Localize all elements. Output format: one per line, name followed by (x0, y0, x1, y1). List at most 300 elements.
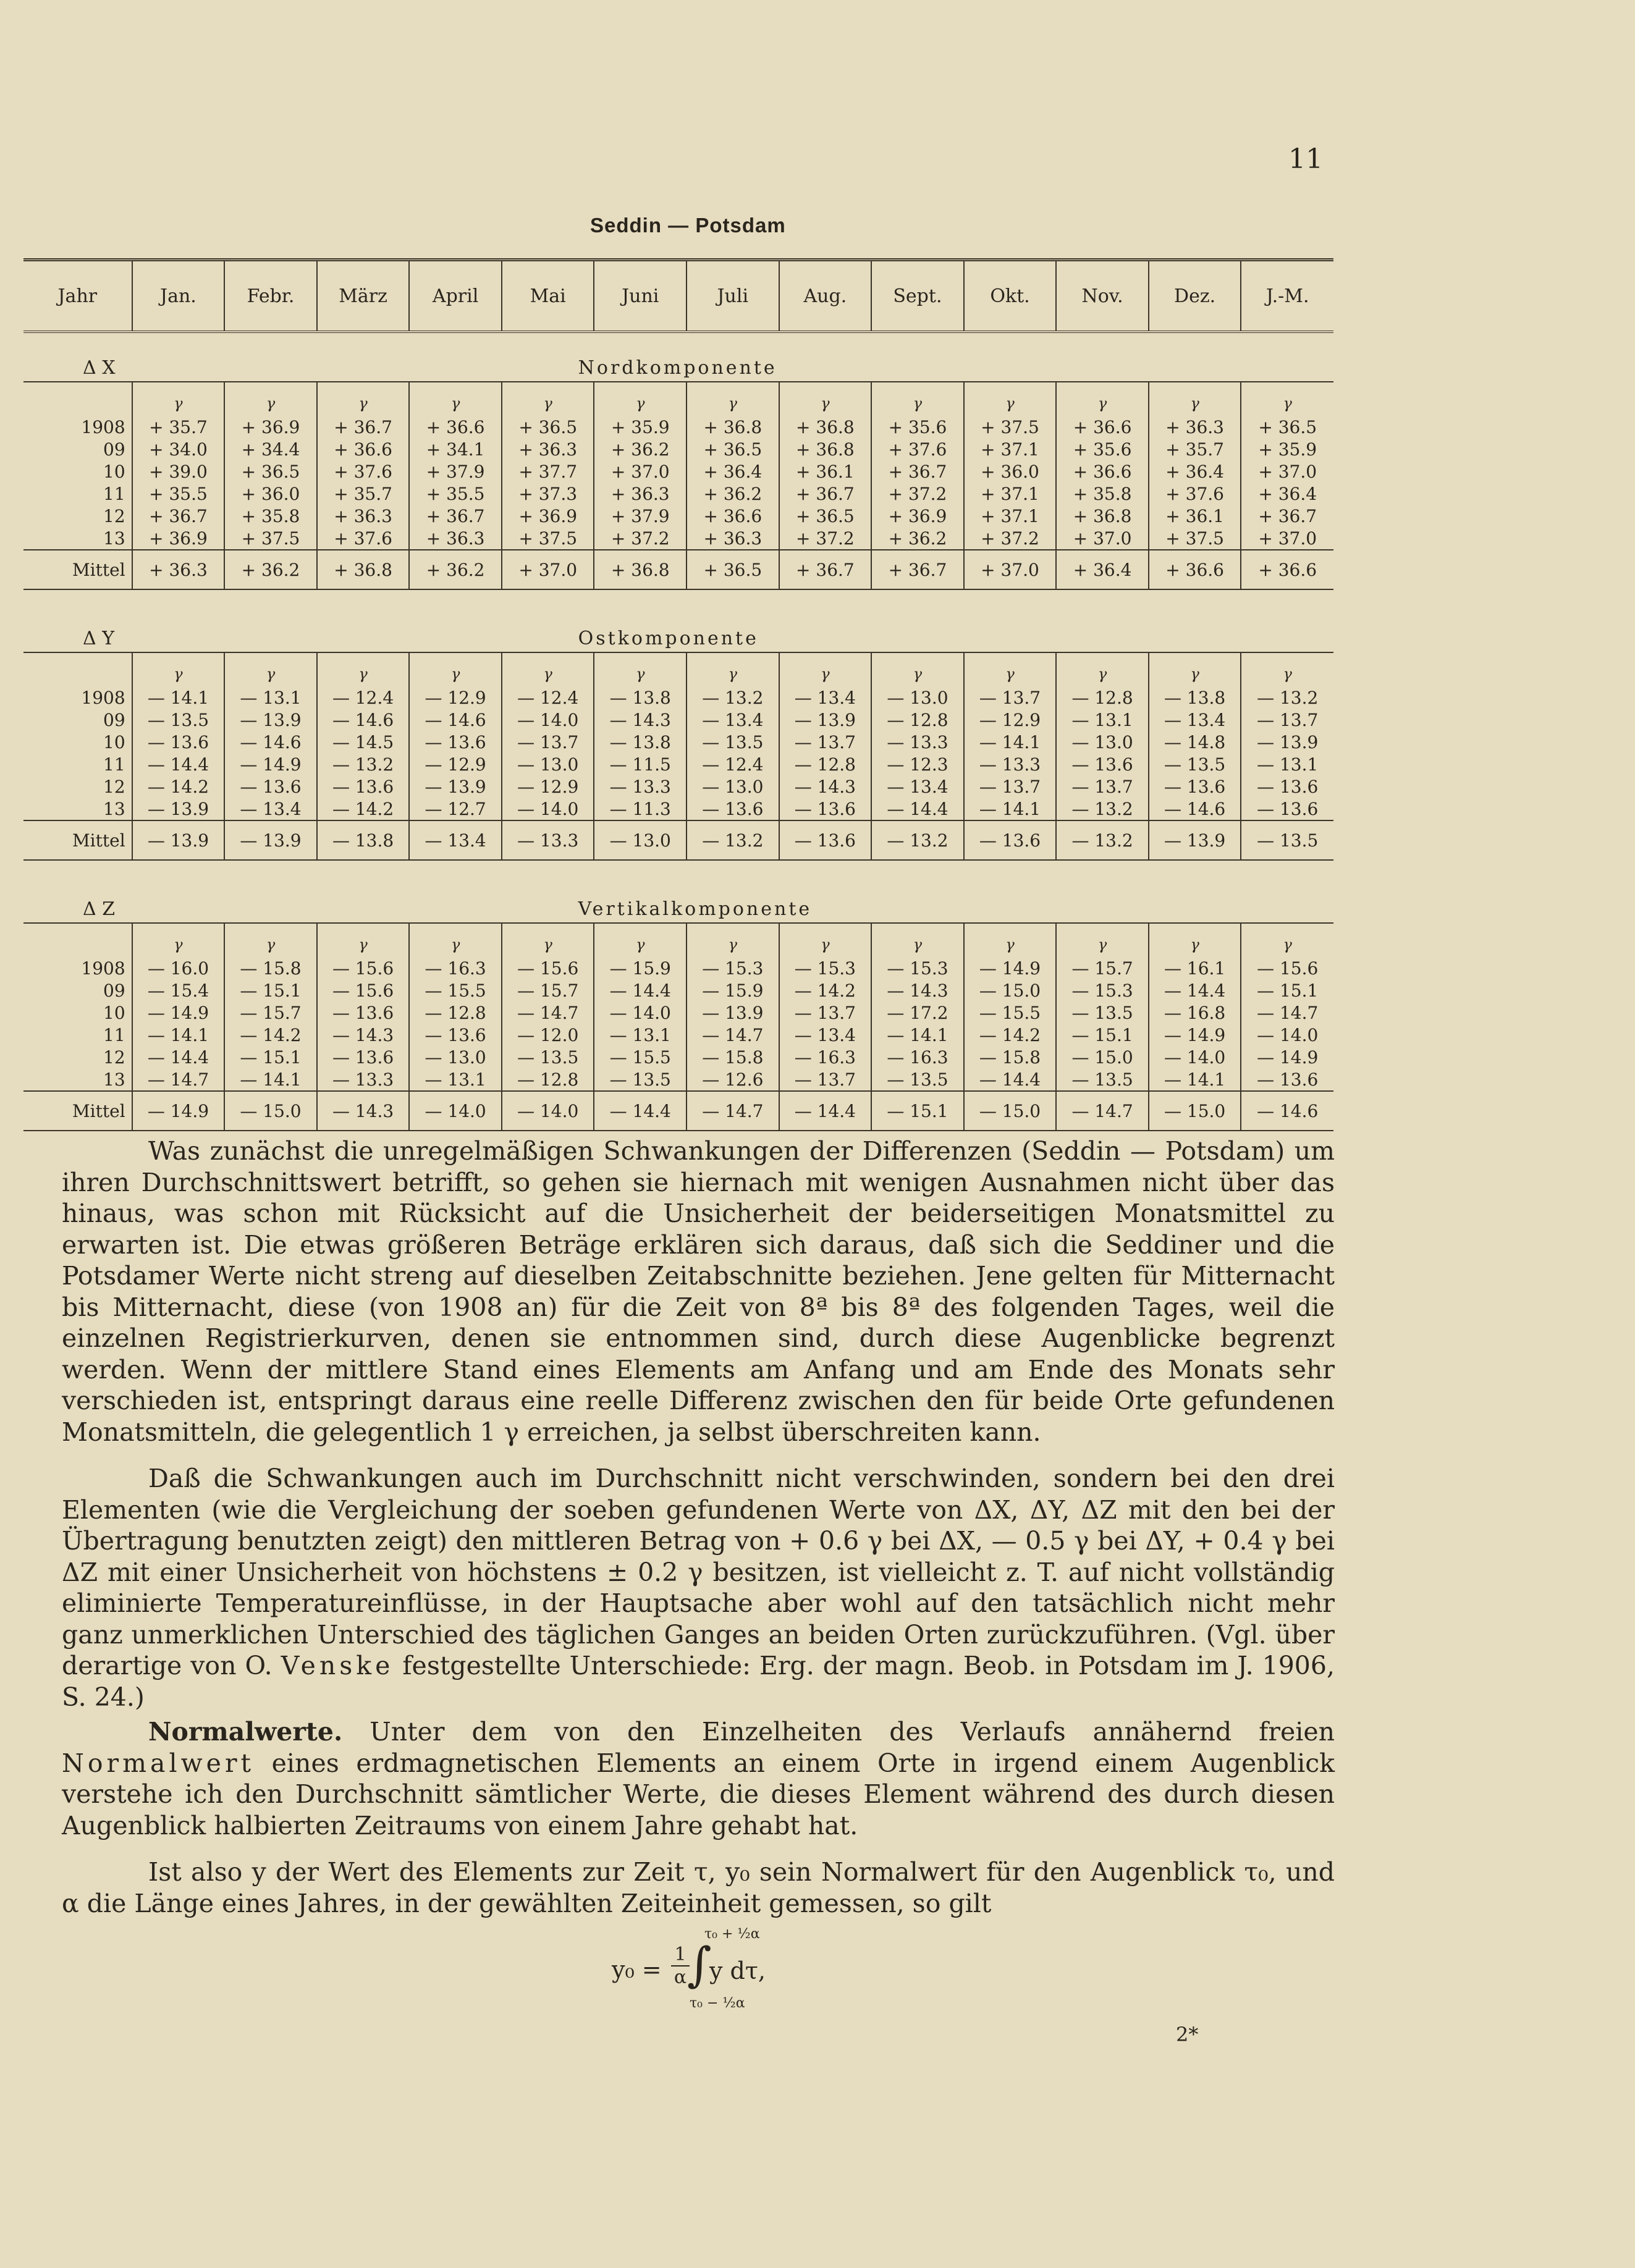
value-cell: — 13.8 (594, 686, 687, 709)
paragraph-text: Unter dem von den Einzelheiten des Verlaufs annähernd freien (342, 1717, 1335, 1747)
mittel-value: — 13.9 (132, 820, 225, 860)
value-cell: — 13.2 (1241, 686, 1333, 709)
value-cell: + 36.8 (779, 416, 872, 438)
mittel-value: — 13.4 (409, 820, 502, 860)
value-cell: + 37.1 (964, 505, 1057, 527)
value-cell: — 15.1 (1241, 979, 1333, 1001)
mittel-value: + 36.4 (1056, 550, 1149, 589)
value-cell: — 13.3 (594, 775, 687, 798)
value-cell: — 14.2 (224, 1024, 317, 1046)
component-header-row (23, 874, 1333, 923)
table-title: Seddin — Potsdam (590, 214, 786, 237)
value-cell: — 15.5 (594, 1046, 687, 1068)
value-cell: + 36.2 (871, 527, 964, 550)
value-cell: — 14.3 (594, 709, 687, 731)
value-cell: + 37.5 (964, 416, 1057, 438)
value-cell: — 14.1 (132, 686, 225, 709)
value-cell: — 13.6 (224, 775, 317, 798)
unit-cell: γ (409, 382, 502, 416)
section-heading: Normalwerte. (148, 1717, 343, 1747)
value-cell: + 34.0 (132, 438, 225, 460)
mittel-value: + 36.5 (687, 550, 779, 589)
value-cell: — 13.6 (687, 798, 779, 820)
table-row (23, 686, 1333, 709)
unit-cell: γ (964, 652, 1057, 686)
value-cell: — 13.8 (594, 731, 687, 753)
value-cell: + 36.5 (502, 416, 594, 438)
mittel-value: — 13.9 (1149, 820, 1241, 860)
value-cell: — 14.0 (502, 709, 594, 731)
value-cell: + 36.9 (871, 505, 964, 527)
value-cell: — 15.0 (1056, 1046, 1149, 1068)
value-cell: + 36.6 (409, 416, 502, 438)
value-cell: + 37.1 (964, 483, 1057, 505)
mittel-value: + 36.2 (409, 550, 502, 589)
value-cell: + 36.5 (224, 460, 317, 483)
value-cell: + 37.6 (871, 438, 964, 460)
year-cell: 10 (103, 461, 125, 482)
value-cell: — 14.1 (1149, 1068, 1241, 1091)
mittel-value: — 15.0 (964, 1091, 1057, 1131)
mittel-value: — 14.9 (132, 1091, 225, 1131)
mittel-value: + 36.3 (132, 550, 225, 589)
value-cell: — 12.9 (964, 709, 1057, 731)
value-cell: — 14.4 (132, 753, 225, 775)
value-cell: + 35.8 (224, 505, 317, 527)
value-cell: + 36.7 (1241, 505, 1333, 527)
col-header: Jan. (132, 260, 225, 332)
mittel-value: + 37.0 (502, 550, 594, 589)
unit-cell: γ (132, 382, 225, 416)
value-cell: + 37.5 (502, 527, 594, 550)
col-header: Juli (687, 260, 779, 332)
value-cell: — 15.6 (502, 957, 594, 979)
integrand: y dτ, (709, 1957, 766, 1984)
unit-cell: γ (1056, 923, 1149, 957)
value-cell: — 15.8 (224, 957, 317, 979)
paragraph-text: Ist also y der Wert des Elements zur Zeit τ, y₀ sein Normalwert für den Augenblick τ₀, und α die Länge eines Jahres, in der gewählten Zeiteinheit gemessen, so gilt (62, 1857, 1335, 1918)
value-cell: — 13.1 (409, 1068, 502, 1091)
value-cell: — 13.4 (779, 686, 872, 709)
year-cell: 1908 (81, 416, 125, 437)
value-cell: — 14.7 (1241, 1001, 1333, 1024)
unit-cell (23, 923, 132, 957)
page-number: 11 (1288, 143, 1323, 175)
value-cell: — 13.7 (1056, 775, 1149, 798)
signature-mark: 2* (1176, 2023, 1199, 2046)
unit-cell: γ (779, 382, 872, 416)
unit-cell (23, 652, 132, 686)
value-cell: — 13.7 (964, 686, 1057, 709)
value-cell: — 13.6 (1241, 1068, 1333, 1091)
mittel-value: — 13.8 (317, 820, 410, 860)
mittel-value: + 36.7 (871, 550, 964, 589)
value-cell: + 37.3 (502, 483, 594, 505)
value-cell: + 36.3 (1149, 416, 1241, 438)
value-cell: + 37.2 (964, 527, 1057, 550)
table-row (23, 1024, 1333, 1046)
year-cell: 13 (103, 798, 125, 819)
component-title: Vertikalkomponente (578, 898, 813, 920)
value-cell: + 36.6 (317, 438, 410, 460)
value-cell: — 13.5 (1056, 1001, 1149, 1024)
value-cell: — 14.9 (1241, 1046, 1333, 1068)
unit-cell: γ (132, 652, 225, 686)
paragraph-1 (62, 1136, 1335, 1448)
value-cell: — 13.2 (317, 753, 410, 775)
col-header: März (317, 260, 410, 332)
paragraph-text: festgestellte Unterschiede: Erg. der magn. Beob. in Potsdam im J. 1906, S. 24.) (62, 1651, 1335, 1712)
value-cell: — 14.4 (1149, 979, 1241, 1001)
value-cell: — 13.6 (317, 1001, 410, 1024)
unit-row (23, 923, 1333, 957)
author-name: Venske (281, 1651, 394, 1680)
mittel-value: — 13.6 (779, 820, 872, 860)
col-header: Mai (502, 260, 594, 332)
mittel-value: — 13.2 (871, 820, 964, 860)
value-cell: + 37.6 (317, 460, 410, 483)
table-row (23, 731, 1333, 753)
value-cell: — 12.8 (1056, 686, 1149, 709)
value-cell: + 36.8 (1056, 505, 1149, 527)
value-cell: — 15.1 (224, 1046, 317, 1068)
value-cell: — 12.6 (687, 1068, 779, 1091)
spacer-row (23, 860, 1333, 874)
mittel-label: Mittel (23, 1091, 132, 1131)
integral-formula (612, 1926, 797, 2013)
mittel-value: — 15.1 (871, 1091, 964, 1131)
mittel-row (23, 1091, 1333, 1131)
value-cell: — 14.4 (964, 1068, 1057, 1091)
value-cell: — 12.8 (779, 753, 872, 775)
year-cell: 11 (103, 483, 125, 504)
value-cell: + 37.0 (594, 460, 687, 483)
component-label: Δ Z (83, 898, 116, 920)
unit-cell: γ (1149, 652, 1241, 686)
value-cell: — 13.3 (871, 731, 964, 753)
value-cell: — 14.1 (871, 1024, 964, 1046)
value-cell: — 14.6 (1149, 798, 1241, 820)
value-cell: + 35.8 (1056, 483, 1149, 505)
value-cell: + 35.9 (594, 416, 687, 438)
value-cell: — 16.3 (779, 1046, 872, 1068)
value-cell: + 36.0 (224, 483, 317, 505)
year-cell: 13 (103, 1069, 125, 1090)
value-cell: + 36.5 (687, 438, 779, 460)
mittel-value: — 14.4 (594, 1091, 687, 1131)
component-header-row (23, 332, 1333, 382)
year-cell: 1908 (81, 687, 125, 708)
value-cell: — 13.4 (224, 798, 317, 820)
unit-cell: γ (594, 923, 687, 957)
mittel-value: — 13.6 (964, 820, 1057, 860)
term-normalwert: Normalwert (62, 1748, 255, 1778)
value-cell: — 13.5 (502, 1046, 594, 1068)
value-cell: — 12.4 (687, 753, 779, 775)
value-cell: — 13.1 (594, 1024, 687, 1046)
table-row (23, 709, 1333, 731)
table-row (23, 460, 1333, 483)
paragraph-4 (62, 1857, 1335, 1919)
value-cell: — 15.6 (317, 957, 410, 979)
value-cell: — 13.6 (317, 775, 410, 798)
mittel-row (23, 820, 1333, 860)
value-cell: — 13.0 (687, 775, 779, 798)
component-title: Ostkomponente (578, 628, 759, 649)
mittel-value: + 36.2 (224, 550, 317, 589)
paragraph-3 (62, 1716, 1335, 1841)
value-cell: — 17.2 (871, 1001, 964, 1024)
value-cell: — 13.5 (132, 709, 225, 731)
mittel-value: — 14.3 (317, 1091, 410, 1131)
col-header: Jahr (57, 285, 98, 307)
value-cell: — 14.6 (224, 731, 317, 753)
value-cell: — 11.5 (594, 753, 687, 775)
value-cell: — 14.7 (687, 1024, 779, 1046)
value-cell: + 36.6 (687, 505, 779, 527)
value-cell: — 14.4 (132, 1046, 225, 1068)
unit-cell: γ (502, 652, 594, 686)
value-cell: — 15.6 (317, 979, 410, 1001)
value-cell: — 13.6 (409, 731, 502, 753)
value-cell: — 13.6 (1056, 753, 1149, 775)
col-header: Juni (594, 260, 687, 332)
table-row (23, 1046, 1333, 1068)
unit-cell: γ (1241, 382, 1333, 416)
value-cell: + 37.5 (1149, 527, 1241, 550)
value-cell: + 39.0 (132, 460, 225, 483)
value-cell: — 14.3 (871, 979, 964, 1001)
table-row (23, 527, 1333, 550)
value-cell: — 15.0 (964, 979, 1057, 1001)
value-cell: + 37.0 (1241, 527, 1333, 550)
value-cell: + 36.3 (687, 527, 779, 550)
value-cell: + 36.1 (779, 460, 872, 483)
value-cell: — 14.6 (317, 709, 410, 731)
value-cell: — 12.0 (502, 1024, 594, 1046)
col-header: Sept. (871, 260, 964, 332)
value-cell: — 13.4 (687, 709, 779, 731)
value-cell: — 13.6 (1149, 775, 1241, 798)
mittel-value: — 13.5 (1241, 820, 1333, 860)
value-cell: + 36.1 (1149, 505, 1241, 527)
value-cell: + 36.9 (224, 416, 317, 438)
value-cell: — 15.7 (224, 1001, 317, 1024)
value-cell: — 13.7 (964, 775, 1057, 798)
col-header: Febr. (224, 260, 317, 332)
value-cell: — 13.0 (409, 1046, 502, 1068)
value-cell: — 13.6 (409, 1024, 502, 1046)
value-cell: — 13.6 (132, 731, 225, 753)
value-cell: — 14.1 (964, 798, 1057, 820)
table-row (23, 775, 1333, 798)
value-cell: — 14.6 (409, 709, 502, 731)
unit-row (23, 382, 1333, 416)
unit-cell: γ (409, 652, 502, 686)
value-cell: — 12.8 (871, 709, 964, 731)
unit-cell: γ (779, 652, 872, 686)
paragraph-text: eines erdmagnetischen Elements an einem Orte in irgend einem Augenblick verstehe ich den Durchschnitt sämtlicher Werte, die dieses Element während des durch diesen Augenblick halbierten Zeitraums von einem Jahre gehabt hat. (62, 1748, 1335, 1840)
value-cell: — 15.3 (779, 957, 872, 979)
value-cell: — 15.1 (224, 979, 317, 1001)
mittel-row (23, 550, 1333, 589)
unit-cell: γ (779, 923, 872, 957)
value-cell: — 14.2 (132, 775, 225, 798)
value-cell: — 12.9 (409, 686, 502, 709)
value-cell: — 12.4 (317, 686, 410, 709)
value-cell: + 35.6 (1056, 438, 1149, 460)
data-table (23, 258, 1333, 1131)
unit-cell: γ (871, 652, 964, 686)
value-cell: — 15.3 (687, 957, 779, 979)
table-row (23, 1001, 1333, 1024)
value-cell: + 37.6 (317, 527, 410, 550)
unit-cell: γ (224, 382, 317, 416)
year-cell: 12 (103, 1047, 125, 1068)
value-cell: — 14.9 (224, 753, 317, 775)
value-cell: + 36.4 (1241, 483, 1333, 505)
value-cell: + 35.7 (132, 416, 225, 438)
unit-cell: γ (964, 382, 1057, 416)
value-cell: — 13.7 (1241, 709, 1333, 731)
year-cell: 09 (103, 709, 125, 730)
fraction-numerator: 1 (671, 1944, 690, 1967)
mittel-value: — 13.0 (594, 820, 687, 860)
value-cell: — 13.7 (779, 1068, 872, 1091)
unit-cell: γ (1149, 923, 1241, 957)
value-cell: — 13.0 (502, 753, 594, 775)
table-row (23, 483, 1333, 505)
value-cell: — 13.5 (1149, 753, 1241, 775)
value-cell: — 16.3 (871, 1046, 964, 1068)
value-cell: — 14.4 (594, 979, 687, 1001)
value-cell: + 37.0 (1241, 460, 1333, 483)
value-cell: — 12.7 (409, 798, 502, 820)
unit-cell: γ (317, 652, 410, 686)
value-cell: + 37.7 (502, 460, 594, 483)
value-cell: + 36.7 (779, 483, 872, 505)
spacer-cell (23, 860, 1333, 874)
value-cell: + 35.7 (317, 483, 410, 505)
value-cell: + 37.9 (594, 505, 687, 527)
unit-cell: γ (871, 382, 964, 416)
unit-cell: γ (1056, 382, 1149, 416)
value-cell: — 13.3 (317, 1068, 410, 1091)
value-cell: + 35.6 (871, 416, 964, 438)
value-cell: — 14.2 (317, 798, 410, 820)
value-cell: — 11.3 (594, 798, 687, 820)
year-cell: 10 (103, 731, 125, 752)
table-row (23, 979, 1333, 1001)
integral-upper-limit: τ₀ + ½α (704, 1926, 760, 1942)
value-cell: — 14.1 (964, 731, 1057, 753)
year-cell: 1908 (81, 958, 125, 979)
value-cell: — 13.1 (1056, 709, 1149, 731)
mittel-value: + 36.7 (779, 550, 872, 589)
value-cell: + 36.4 (687, 460, 779, 483)
col-header: Dez. (1149, 260, 1241, 332)
value-cell: — 14.0 (594, 1001, 687, 1024)
value-cell: — 13.3 (964, 753, 1057, 775)
paragraph-2 (62, 1463, 1335, 1713)
unit-cell: γ (687, 382, 779, 416)
table-row (23, 505, 1333, 527)
value-cell: — 14.0 (1149, 1046, 1241, 1068)
paragraph-text: Daß die Schwankungen auch im Durchschnitt nicht verschwinden, sondern bei den drei Elementen (wie die Vergleichung der soeben gefundenen Werte von ΔX, ΔY, ΔZ mit den bei der Übertragung benutzten zeigt) den mittleren Betrag von + 0.6 γ bei ΔX, — 0.5 γ bei ΔY, + 0.4 γ bei ΔZ mit einer Unsicherheit von höchstens ± 0.2 γ besitzen, ist vielleicht z. T. auf nicht vollständig eliminierte Temperatureinflüsse, in der Hauptsache aber wohl auf den tatsächlich nicht mehr ganz unmerklichen Unterschied des täglichen Ganges an beiden Orten zurückzuführen. (Vgl. über derartige von O. (62, 1464, 1335, 1680)
value-cell: — 13.6 (779, 798, 872, 820)
unit-cell: γ (1241, 652, 1333, 686)
value-cell: — 13.5 (687, 731, 779, 753)
unit-cell: γ (594, 382, 687, 416)
value-cell: + 35.7 (1149, 438, 1241, 460)
mittel-value: + 36.8 (317, 550, 410, 589)
component-header-row (23, 604, 1333, 652)
mittel-value: + 36.6 (1149, 550, 1241, 589)
value-cell: — 14.3 (779, 775, 872, 798)
year-cell: 09 (103, 980, 125, 1001)
mittel-value: — 13.9 (224, 820, 317, 860)
value-cell: — 14.1 (132, 1024, 225, 1046)
integral-lower-limit: τ₀ − ½α (690, 1996, 745, 2011)
value-cell: — 14.9 (1149, 1024, 1241, 1046)
value-cell: — 15.7 (502, 979, 594, 1001)
value-cell: — 13.0 (1056, 731, 1149, 753)
mittel-label: Mittel (23, 820, 132, 860)
unit-cell: γ (964, 923, 1057, 957)
mittel-value: + 37.0 (964, 550, 1057, 589)
year-cell: 12 (103, 776, 125, 797)
year-cell: 11 (103, 754, 125, 775)
value-cell: + 37.9 (409, 460, 502, 483)
value-cell: — 13.9 (224, 709, 317, 731)
table-row (23, 438, 1333, 460)
mittel-value: — 14.0 (502, 1091, 594, 1131)
value-cell: — 15.5 (409, 979, 502, 1001)
table-body (23, 332, 1333, 1131)
value-cell: — 13.4 (779, 1024, 872, 1046)
value-cell: — 13.9 (779, 709, 872, 731)
value-cell: — 13.4 (871, 775, 964, 798)
value-cell: — 13.8 (1149, 686, 1241, 709)
value-cell: — 13.7 (779, 1001, 872, 1024)
value-cell: — 13.2 (1056, 798, 1149, 820)
spacer-row (23, 589, 1333, 604)
component-title: Nordkomponente (578, 357, 777, 379)
value-cell: + 36.9 (132, 527, 225, 550)
col-header: Aug. (779, 260, 872, 332)
value-cell: — 15.4 (132, 979, 225, 1001)
mittel-value: — 14.0 (409, 1091, 502, 1131)
value-cell: — 14.2 (964, 1024, 1057, 1046)
mittel-value: — 14.7 (1056, 1091, 1149, 1131)
value-cell: + 36.7 (317, 416, 410, 438)
value-cell: + 36.6 (1056, 460, 1149, 483)
value-cell: — 12.3 (871, 753, 964, 775)
value-cell: — 13.4 (1149, 709, 1241, 731)
unit-cell: γ (594, 652, 687, 686)
value-cell: — 13.0 (871, 686, 964, 709)
value-cell: — 12.8 (409, 1001, 502, 1024)
mittel-value: + 36.8 (594, 550, 687, 589)
value-cell: + 36.2 (594, 438, 687, 460)
mittel-label: Mittel (23, 550, 132, 589)
mittel-value: — 15.0 (224, 1091, 317, 1131)
value-cell: + 34.4 (224, 438, 317, 460)
value-cell: — 13.9 (687, 1001, 779, 1024)
table-row (23, 798, 1333, 820)
year-cell: 13 (103, 528, 125, 549)
table-row (23, 753, 1333, 775)
